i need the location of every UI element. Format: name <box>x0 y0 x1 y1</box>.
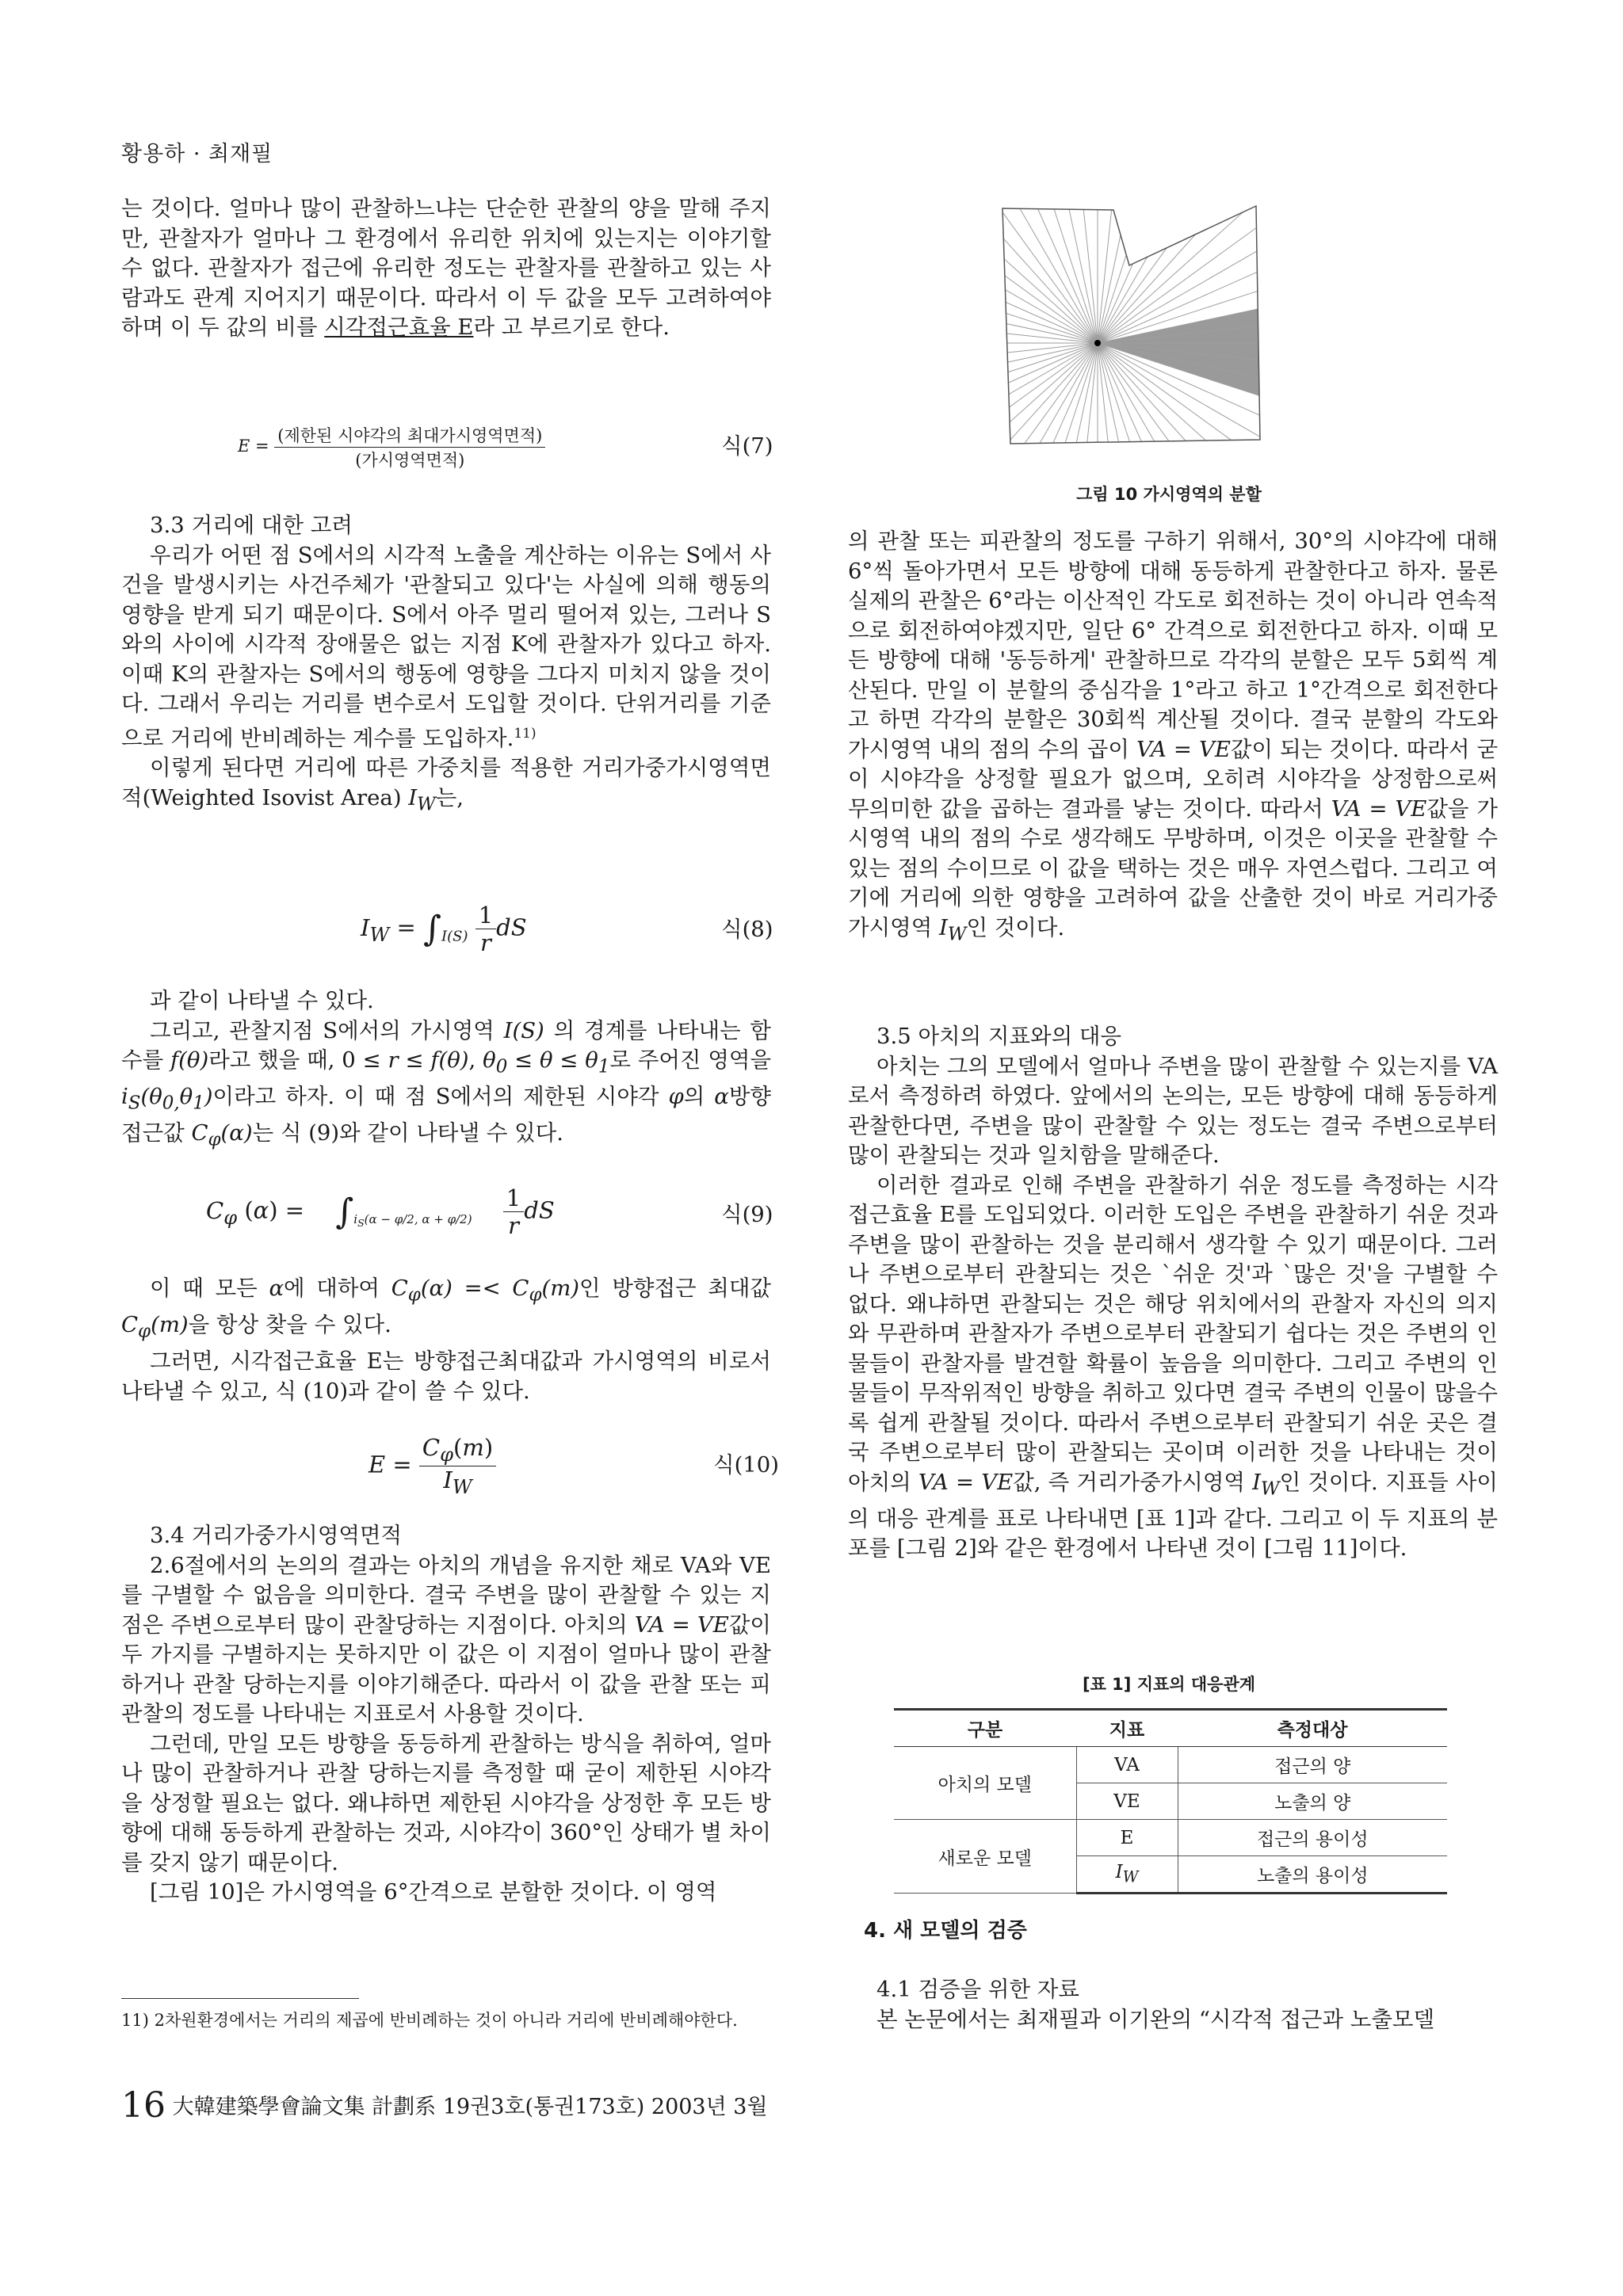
section-4-1-title: 4.1 검증을 위한 자료 <box>876 1977 1079 2002</box>
section-4-1 <box>848 1975 1498 2035</box>
figure-10-caption: 그림 10 가시영역의 분할 <box>1076 485 1262 504</box>
journal-citation: 大韓建築學會論文集 計劃系 19권3호(통권173호) 2003년 3월 <box>172 2095 768 2119</box>
equation-8-label: 식(8) <box>721 917 773 942</box>
table-target: 접근의 용이성 <box>1178 1820 1447 1856</box>
table-group-arch: 아치의 모델 <box>894 1747 1076 1820</box>
paragraph-then-2: 그러면, 시각접근효율 E는 방향접근최대값과 가시영역의 비로서 나타낼 수 있고, 식 (10)과 같이 쓸 수 있다. <box>121 1348 771 1404</box>
partition-ray <box>1098 343 1141 441</box>
section-3-4-paragraph-2: 그런데, 만일 모든 방향을 동등하게 관찰하는 방식을 취하여, 얼마나 많이 관찰하거나 관찰 당하는지를 측정할 때 굳이 제한된 시야각을 상정할 필요는 없다. 왜냐하면 제한된 시야각을 상정한 후 모든 방향에 대해 동등하게 관찰하는 것과, 시야각이 360°인 상태가 별 차이를 갖지 않기 때문이다. <box>121 1730 771 1875</box>
paragraph-right-1: 의 관찰 또는 피관찰의 정도를 구하기 위해서, 30°의 시야각에 대해 6°씩 돌아가면서 모든 방향에 대해 동등하게 관찰한다고 하자. 물론 실제의 관찰은 6°라는 이산적인 각도로 회전하는 것이 아니라 연속적으로 회전하여야겠지만, 일단 6° 간격으로 회전한다고 하자. 이때 모든 방향에 대해 '동등하게' 관찰하므로 각각의 분할은 모두 5회씩 계산된다. 만일 이 분할의 중심각을 1°라고 하고 1°간격으로 회전한다고 하면 각각의 분할은 30회씩 계산될 것이다. 결국 분할의 각도와 가시영역 내의 점의 수의 곱이 VA = VE값이 되는 것이다. 따라서 굳이 시야각을 상정할 필요가 없으며, 오히려 시야각을 상정함으로써 무의미한 값을 곱하는 결과를 낳는 것이다. 따라서 VA = VE값을 가시영역 내의 점의 수로 생각해도 무방하며, 이것은 이곳을 관찰할 수 있는 점의 수이므로 이 값을 택하는 것은 매우 자연스럽다. 그리고 여기에 거리에 의한 영향을 고려하여 값을 산출한 것이 바로 거리가중가시영역 $I_W$인 것이다. <box>848 528 1499 944</box>
section-3-4-paragraph-3: [그림 10]은 가시영역을 6°간격으로 분할한 것이다. 이 영역 <box>150 1879 717 1905</box>
underlined-term: 시각접근효율 E <box>324 315 474 340</box>
section-3-3-title: 3.3 거리에 대한 고려 <box>150 513 353 538</box>
table-indicator: VE <box>1076 1783 1178 1820</box>
footnote-ref-11: 11) <box>514 725 537 742</box>
table-header-category: 구분 <box>894 1710 1076 1747</box>
table-target: 접근의 양 <box>1178 1747 1447 1783</box>
section-4-title: 4. 새 모델의 검증 <box>864 1919 1027 1943</box>
table-indicator-iw: $I_W$ <box>1076 1856 1178 1894</box>
partition-ray <box>1006 302 1098 343</box>
paragraph-definition: 그리고, 관찰지점 S에서의 가시영역 I(S) 의 경계를 나타내는 함수를 f(θ)라고 했을 때, 0 ≤ r ≤ f(θ), $\theta_0 \le \theta \le \theta_1$로 주어진 영역을 $i_S(\theta_{0,}\theta_1)$이라고 하자. 이 때 점 S에서의 제한된 시야각 φ의 α방향 접근값 $C_\varphi(\alpha)$는 식 (9)와 같이 나타낼 수 있다. <box>121 1017 772 1150</box>
running-header-authors: 황용하 · 최재필 <box>121 142 273 166</box>
table-indicator: VA <box>1076 1747 1178 1783</box>
equation-7: E = $\frac{\text{(제한된 시야각의 최대가시영역면적)}}{\text{(가시영역면적)}}$ <box>238 423 545 471</box>
right-column-p1 <box>848 527 1498 950</box>
table-target: 노출의 양 <box>1178 1783 1447 1820</box>
table-header-target: 측정대상 <box>1178 1710 1447 1747</box>
left-column-mid2 <box>121 1274 771 1406</box>
paragraph-after-eq8: 과 같이 나타낼 수 있다. <box>150 988 374 1013</box>
equation-10: E = $\frac{C_\varphi(m)}{I_W}$ <box>369 1434 496 1498</box>
section-3-3-paragraph-1: 우리가 어떤 점 S에서의 시각적 노출을 계산하는 이유는 S에서 사건을 발생시키는 사건주체가 '관찰되고 있다'는 사실에 의해 행동의 영향을 받게 되기 때문이다. S에서 아주 멀리 떨어져 있는, 그러나 S와의 사이에 시각적 장애물은 없는 지점 K에 관찰자가 있다고 하자. 이때 K의 관찰자는 S에서의 행동에 영향을 그다지 미치지 않을 것이다. 그래서 우리는 거리를 변수로서 도입할 것이다. 단위거리를 기준으로 거리에 반비례하는 계수를 도입하자.$^{11)}$ <box>121 542 771 751</box>
section-3-5-title: 3.5 아치의 지표와의 대응 <box>876 1024 1122 1049</box>
partition-ray <box>1008 343 1098 383</box>
equation-7-label: 식(7) <box>721 433 773 459</box>
left-column-mid <box>121 986 771 1155</box>
footnote-rule <box>121 1998 359 1999</box>
equation-9-label: 식(9) <box>721 1202 773 1227</box>
observer-point <box>1094 340 1101 346</box>
table-row <box>894 1820 1447 1856</box>
section-3-3-paragraph-2: 이렇게 된다면 거리에 따른 가중치를 적용한 거리가중가시영역면적(Weighted Isovist Area) $I_W$는, <box>121 755 771 815</box>
partition-ray <box>1038 209 1098 343</box>
eq7-numerator: (제한된 시야각의 최대가시영역면적) <box>274 423 545 448</box>
figure-10-isovist-partition <box>999 202 1339 448</box>
table-header-indicator: 지표 <box>1076 1710 1178 1747</box>
equation-10-label: 식(10) <box>713 1452 780 1478</box>
table-indicator: E <box>1076 1820 1178 1856</box>
eq7-denominator: (가시영역면적) <box>355 451 465 470</box>
table-group-new: 새로운 모델 <box>894 1820 1076 1894</box>
partition-ray <box>1098 264 1133 343</box>
section-3-4 <box>121 1521 771 1908</box>
section-4-1-paragraph: 본 논문에서는 최재필과 이기완의 “시각적 접근과 노출모델 <box>876 2006 1435 2032</box>
table-header-row <box>894 1710 1447 1747</box>
footnote-11: 11) 2차원환경에서는 거리의 제곱에 반비례하는 것이 아니라 거리에 반비례해야한다. <box>121 2011 738 2030</box>
section-3-3 <box>121 511 771 820</box>
section-3-5-paragraph-1: 아치는 그의 모델에서 얼마나 주변을 많이 관찰할 수 있는지를 VA로서 측정하려 하였다. 앞에서의 논의는, 모든 방향에 대해 동등하게 관찰한다면, 주변을 많이 관찰할 수 있는 정도는 결국 주변으로부터 많이 관찰되는 것과 일치함을 말해준다. <box>848 1053 1498 1168</box>
section-3-4-title: 3.4 거리가중가시영역면적 <box>150 1523 403 1548</box>
partition-ray <box>1053 343 1098 443</box>
table-row <box>894 1747 1447 1783</box>
table-1 <box>894 1708 1447 1894</box>
page-number: 16 <box>121 2085 166 2126</box>
left-column-top <box>121 194 771 343</box>
section-3-5-paragraph-2: 이러한 결과로 인해 주변을 관찰하기 쉬운 정도를 측정하는 시각접근효율 E를 도입되었다. 이러한 도입은 주변을 관찰하기 쉬운 것과 주변을 많이 관찰하는 것을 분리해서 생각할 수 있기 때문이다. 그러나 주변으로부터 관찰되는 것은 `쉬운 것'과 `많은 것'을 구별할 수 없다. 왜냐하면 관찰되는 것은 해당 위치에서의 관찰자 자신의 의지와 무관하며 관찰자가 주변으로부터 관찰되기 쉽다는 것은 주변의 인물들이 관찰자를 발견할 확률이 높음을 의미한다. 그리고 주변의 인물들이 무작위적인 방향을 취하고 있다면 결국 주변의 인물이 많을수록 쉽게 관찰될 것이다. 따라서 주변으로부터 관찰되기 쉬운 곳은 결국 주변으로부터 많이 관찰되는 곳이며 이러한 것을 나타내는 것이 아치의 VA = VE값, 즉 거리가중가시영역 $I_W$인 것이다. 지표들 사이의 대응 관계를 표로 나타내면 [표 1]과 같다. 그리고 이 두 지표의 분포를 [그림 2]와 같은 환경에서 나타낸 것이 [그림 11]이다. <box>848 1172 1498 1561</box>
shaded-sector <box>1098 309 1259 395</box>
section-3-5 <box>848 1022 1498 1564</box>
equation-9: $C_\varphi$ $(\alpha) = \int_{i_S(\alpha - \varphi/2, \alpha + \varphi/2)}$ $\frac{1}{r}$ dS <box>206 1184 555 1239</box>
table-1-caption: [표 1] 지표의 대응관계 <box>1082 1675 1256 1694</box>
paragraph-after-eq9: 이 때 모든 α에 대하여 $C_\varphi(\alpha) =< C_\varphi(m)$인 방향접근 최대값 $C_\varphi(m)$을 항상 찾을 수 있다. <box>121 1276 771 1342</box>
paragraph-intro: 는 것이다. 얼마나 많이 관찰하느냐는 단순한 관찰의 양을 말해 주지만, 관찰자가 얼마나 그 환경에서 유리한 위치에 있는지는 이야기할 수 없다. 관찰자가 접근에 유리한 정도는 관찰자를 관찰하고 있는 사람과도 관계 지어지기 때문이다. 따라서 이 두 값을 모두 고려하여야 하며 이 두 값의 비를 시각접근효율 E라 고 부르기로 한다. <box>121 196 771 340</box>
section-3-4-paragraph-1: 2.6절에서의 논의의 결과는 아치의 개념을 유지한 채로 VA와 VE를 구별할 수 없음을 의미한다. 결국 주변을 많이 관찰할 수 있는 지점은 주변으로부터 많이 관찰당하는 지점이다. 아치의 VA = VE값이 두 가지를 구별하지는 못하지만 이 값은 이 지점이 얼마나 많이 관찰하거나 관찰 당하는지를 이야기해준다. 따라서 이 값을 관찰 또는 피관찰의 정도를 나타내는 지표로서 사용할 것이다. <box>121 1552 771 1726</box>
equation-8: $I_W = \int_{I(S)}$ $\frac{1}{r}$ dS <box>361 902 527 956</box>
page-footer <box>121 2085 768 2126</box>
table-target: 노출의 용이성 <box>1178 1856 1447 1894</box>
